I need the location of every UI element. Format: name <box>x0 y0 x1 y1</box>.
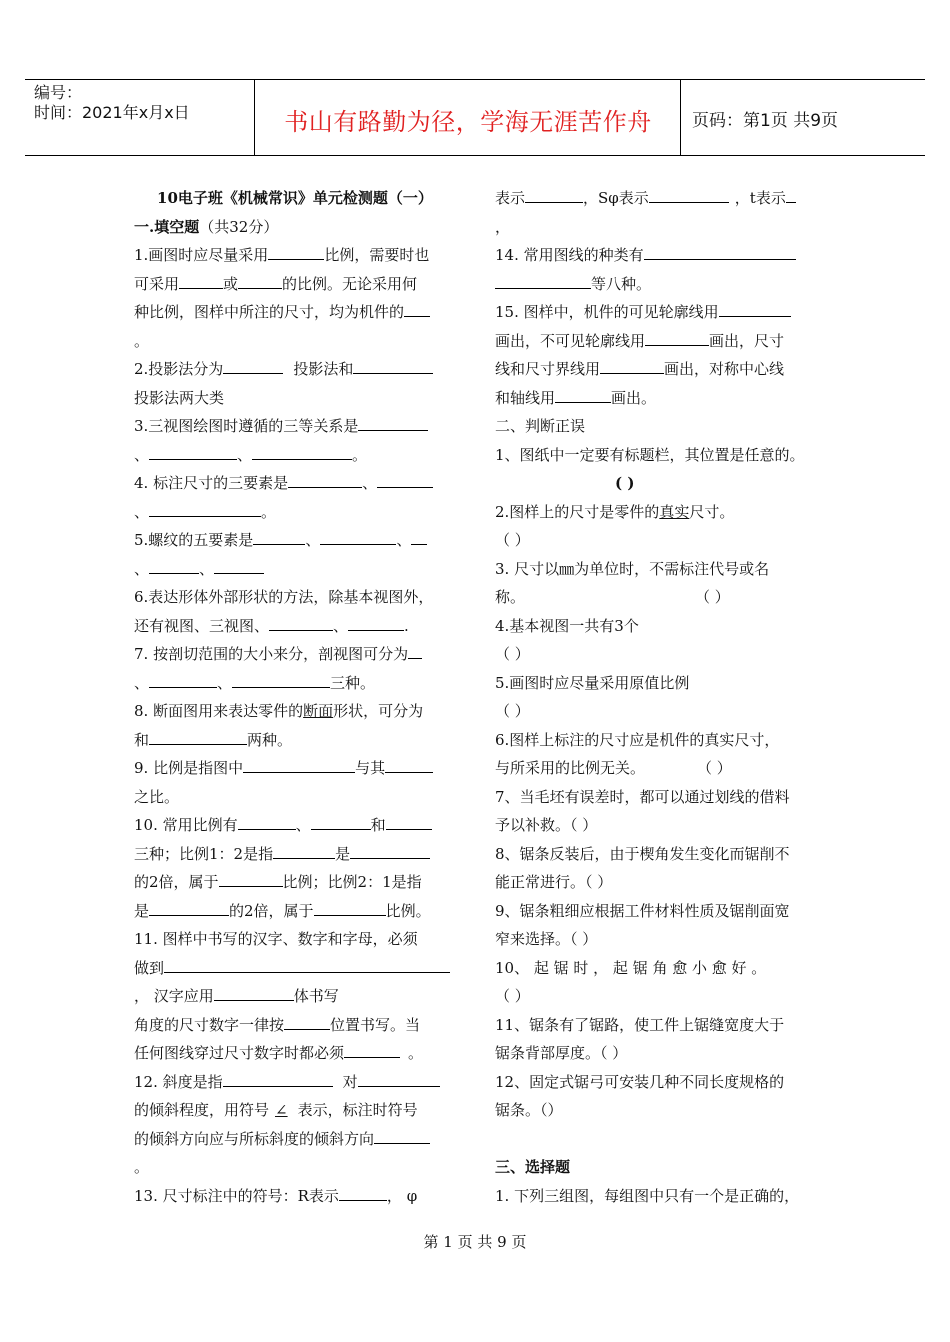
text-fragment: 锯条背部厚度。（ ） <box>495 1044 628 1062</box>
text-fragment: 三种。 <box>330 673 376 692</box>
answer-blank[interactable] <box>149 556 199 574</box>
answer-blank[interactable] <box>214 983 294 1001</box>
text-fragment: 形状，可分为 <box>333 702 424 720</box>
section-fill-in <box>134 213 456 242</box>
q15-line3 <box>495 355 825 384</box>
answer-blank[interactable] <box>411 527 427 545</box>
text-fragment: 等八种。 <box>591 274 652 293</box>
text-fragment: 11、锯条有了锯路，使工件上锯缝宽度大于 <box>495 1015 785 1034</box>
text-fragment: 比例，需要时也 <box>324 246 430 264</box>
q12-line2 <box>134 1096 456 1125</box>
q2-line2 <box>134 384 456 413</box>
q13-line2 <box>495 184 825 213</box>
q1-line4 <box>134 327 456 356</box>
answer-blank[interactable] <box>179 271 223 289</box>
answer-blank[interactable] <box>149 727 247 745</box>
answer-blank[interactable] <box>600 356 664 374</box>
q11-line3 <box>134 982 456 1011</box>
answer-blank[interactable] <box>719 299 791 317</box>
q4-line2 <box>134 498 456 527</box>
q9-line1 <box>134 754 456 783</box>
text-fragment: 、 <box>396 531 412 549</box>
text-fragment: 线和尺寸界线用 <box>495 360 601 378</box>
text-fragment: 1、图纸中一定要有标题栏，其位置是任意的。 <box>495 445 805 464</box>
text-fragment: 予以补救。（ ） <box>495 816 598 834</box>
answer-blank[interactable] <box>214 556 264 574</box>
text-fragment: 1.画图时应尽量采用 <box>134 246 269 264</box>
text-fragment: 2.图样上的尺寸是零件的 <box>495 502 660 521</box>
text-fragment: ，t表示 <box>734 189 786 207</box>
q8-line2 <box>134 726 456 755</box>
text-fragment: ，Sφ表示 <box>583 189 649 207</box>
j10-line1 <box>495 954 825 983</box>
text-fragment: 投影法和 <box>293 360 354 378</box>
serial-label: 编号： <box>34 83 83 102</box>
text-fragment: 、 <box>305 531 321 549</box>
q15-line4 <box>495 384 825 413</box>
text-fragment: 、 <box>217 673 233 692</box>
q11-line5 <box>134 1039 456 1068</box>
text-fragment: 5.画图时应尽量采用原值比例 <box>495 673 690 692</box>
text-fragment: ( ) <box>615 474 635 492</box>
text-fragment: 称。 <box>495 588 526 606</box>
j8-line1 <box>495 840 825 869</box>
text-fragment: 14. 常用图线的种类有 <box>495 246 644 264</box>
header-bottom-rule <box>25 155 925 156</box>
answer-blank[interactable] <box>344 1040 400 1058</box>
q1-line3 <box>134 298 456 327</box>
answer-blank[interactable] <box>645 328 709 346</box>
text-fragment: 任何图线穿过尺寸数字时都必须 <box>134 1044 345 1062</box>
text-fragment: 4. 标注尺寸的三要素是 <box>134 474 289 492</box>
text-fragment: ， 汉字应用 <box>134 987 214 1005</box>
q8-line1 <box>134 697 456 726</box>
answer-blank[interactable] <box>353 356 433 374</box>
answer-blank[interactable] <box>555 385 611 403</box>
text-fragment: 两种。 <box>247 730 293 749</box>
j4-line1 <box>495 612 825 641</box>
answer-blank[interactable] <box>358 413 428 431</box>
q1-line2 <box>134 270 456 299</box>
answer-blank[interactable] <box>269 613 333 631</box>
q13-line3 <box>495 213 825 242</box>
text-fragment: 和 <box>370 816 386 834</box>
blank-spacer <box>495 1125 825 1154</box>
text-fragment: 的比例。无论采用何 <box>282 274 418 293</box>
answer-blank[interactable] <box>238 271 282 289</box>
section-choice: 三、选择题 <box>495 1158 571 1176</box>
text-fragment: （ ） <box>495 645 530 663</box>
j9-line2 <box>495 925 825 954</box>
q14-line2 <box>495 270 825 299</box>
text-fragment: 的倾斜方向应与所标斜度的倾斜方向 <box>134 1129 375 1148</box>
j7-line2 <box>495 811 825 840</box>
text-fragment: 6.图样上标注的尺寸应是机件的真实尺寸， <box>495 730 780 749</box>
text-fragment: 3. 尺寸以㎜为单位时，不需标注代号或名 <box>495 559 770 578</box>
text-fragment: 体书写 <box>293 987 339 1005</box>
answer-blank[interactable] <box>149 442 237 460</box>
text-fragment: 做到 <box>134 958 165 977</box>
text-fragment: 画出，尺寸 <box>709 331 785 350</box>
q10-line3 <box>134 868 456 897</box>
text-fragment: 锯条。（） <box>495 1101 563 1119</box>
q6-line2 <box>134 612 456 641</box>
j3-line1 <box>495 555 825 584</box>
answer-blank[interactable] <box>149 670 217 688</box>
header-divider-right <box>680 79 681 156</box>
text-fragment: 和 <box>134 730 150 749</box>
text-fragment: 窄来选择。（ ） <box>495 930 598 948</box>
answer-blank[interactable] <box>232 670 330 688</box>
answer-blank[interactable] <box>223 356 283 374</box>
text-fragment: （ ） <box>695 588 730 606</box>
text-fragment: 2.投影法分为 <box>134 360 224 378</box>
j11-line1 <box>495 1011 825 1040</box>
doc-title: 10电子班《机械常识》单元检测题（一） <box>157 189 433 207</box>
answer-blank[interactable] <box>358 1069 440 1087</box>
text-fragment: 比例；比例2：1是指 <box>282 873 422 891</box>
answer-blank[interactable] <box>339 1183 387 1201</box>
q11-line4 <box>134 1011 456 1040</box>
answer-blank[interactable] <box>374 1126 430 1144</box>
text-fragment: （ ） <box>495 531 530 549</box>
text-fragment: 11. 图样中书写的汉字、数字和字母，必须 <box>134 930 418 948</box>
section-judgement: 二、判断正误 <box>495 417 586 435</box>
q12-line1 <box>134 1068 456 1097</box>
q9-line2 <box>134 783 456 812</box>
q4-line1 <box>134 469 456 498</box>
header-motto: 书山有路勤为径，学海无涯苦作舟 <box>284 108 652 136</box>
text-fragment: 是 <box>335 844 351 863</box>
q3-line2 <box>134 441 456 470</box>
text-fragment: 5.螺纹的五要素是 <box>134 531 254 549</box>
answer-blank[interactable] <box>223 1069 333 1087</box>
text-fragment: 9、锯条粗细应根据工件材料性质及锯削面宽 <box>495 901 790 920</box>
answer-blank[interactable] <box>525 185 583 203</box>
answer-blank[interactable] <box>243 755 355 773</box>
text-fragment: 的倾斜程度，用符号 <box>134 1101 270 1119</box>
j9-line1 <box>495 897 825 926</box>
text-fragment: 12. 斜度是指 <box>134 1072 223 1091</box>
q6-line1 <box>134 583 456 612</box>
q5-line2 <box>134 555 456 584</box>
q13-line1 <box>134 1182 456 1211</box>
text-fragment: 尺寸。 <box>689 502 735 521</box>
q10-line4 <box>134 897 456 926</box>
answer-blank[interactable] <box>385 755 433 773</box>
text-fragment: 角度的尺寸数字一律按 <box>134 1015 285 1034</box>
answer-blank[interactable] <box>268 242 324 260</box>
text-fragment: 是 <box>134 901 150 920</box>
j8-line2 <box>495 868 825 897</box>
text-fragment: 能正常进行。（ ） <box>495 873 613 891</box>
text-fragment: 、 <box>199 559 215 578</box>
answer-blank[interactable] <box>311 812 371 830</box>
text-fragment: 、 <box>134 445 150 464</box>
answer-blank[interactable] <box>408 641 422 659</box>
header-page-info: 页码：第1页 共9页 <box>692 111 839 131</box>
text-fragment: 还有视图、三视图、 <box>134 616 270 635</box>
text-fragment: 。 <box>261 502 277 521</box>
j2-line1 <box>495 498 825 527</box>
left-column <box>134 184 456 1210</box>
answer-blank[interactable] <box>320 527 396 545</box>
j5-line1 <box>495 669 825 698</box>
text-fragment: ， φ <box>386 1186 418 1205</box>
answer-blank[interactable] <box>377 470 433 488</box>
answer-blank[interactable] <box>273 841 335 859</box>
j12-line2 <box>495 1096 825 1125</box>
text-fragment: 13. 尺寸标注中的符号：R表示 <box>134 1186 339 1205</box>
answer-blank[interactable] <box>786 185 796 203</box>
answer-blank[interactable] <box>164 955 450 973</box>
text-fragment: 8、锯条反装后，由于楔角发生变化而锯削不 <box>495 844 790 863</box>
text-fragment: . <box>404 616 409 635</box>
q12-line4 <box>134 1153 456 1182</box>
text-fragment: （ ） <box>697 759 732 777</box>
text-fragment: 6.表达形体外部形状的方法，除基本视图外， <box>134 588 434 606</box>
answer-blank[interactable] <box>495 271 591 289</box>
text-fragment: 。 <box>408 1044 424 1062</box>
text-fragment: ， <box>495 217 511 236</box>
q14-line1 <box>495 241 825 270</box>
text-fragment: 和轴线用 <box>495 388 556 407</box>
q3-line1 <box>134 412 456 441</box>
q10-line1 <box>134 811 456 840</box>
answer-blank[interactable] <box>252 442 352 460</box>
answer-blank[interactable] <box>284 1012 330 1030</box>
q11-line2 <box>134 954 456 983</box>
text-fragment: 7、当毛坯有误差时，都可以通过划线的借料 <box>495 787 790 806</box>
text-fragment: 比例。 <box>385 901 431 920</box>
text-fragment: 的2倍，属于 <box>229 901 314 920</box>
text-fragment: 3.三视图绘图时遵循的三等关系是 <box>134 417 359 435</box>
answer-blank[interactable] <box>644 242 796 260</box>
header-top-rule <box>25 79 925 80</box>
answer-blank[interactable] <box>149 898 229 916</box>
text-fragment: 与其 <box>355 759 386 777</box>
text-fragment: 8. 断面图用来表达零件的 <box>134 702 304 720</box>
text-fragment: 4.基本视图一共有3个 <box>495 616 639 635</box>
j1-line2 <box>495 469 825 498</box>
answer-blank[interactable] <box>314 898 386 916</box>
text-fragment: 、 <box>134 502 150 521</box>
text-fragment: 三种；比例1：2是指 <box>134 844 274 863</box>
j1-line1 <box>495 441 825 470</box>
q15-line2 <box>495 327 825 356</box>
j6-line1 <box>495 726 825 755</box>
text-fragment: 投影法两大类 <box>134 388 225 407</box>
text-fragment: 断面 <box>303 702 334 720</box>
text-fragment: 一.填空题 <box>134 217 200 236</box>
text-fragment: 之比。 <box>134 787 180 806</box>
q10-line2 <box>134 840 456 869</box>
text-fragment: 种比例，图样中所注的尺寸，均为机件的 <box>134 303 405 321</box>
c1-line1: 1. 下列三组图，每组图中只有一个是正确的， <box>495 1186 800 1205</box>
answer-blank[interactable] <box>238 812 296 830</box>
slope-symbol-icon: ∠ <box>275 1101 288 1119</box>
time-label: 时间：2021年x月x日 <box>34 103 190 122</box>
text-fragment: 、 <box>134 673 150 692</box>
answer-blank[interactable] <box>348 613 404 631</box>
text-fragment: 画出，对称中心线 <box>664 360 785 378</box>
text-fragment: （ ） <box>495 702 530 720</box>
text-fragment: 表示 <box>495 189 526 207</box>
answer-blank[interactable] <box>386 812 432 830</box>
text-fragment: 9. 比例是指图中 <box>134 759 244 777</box>
text-fragment: 与所采用的比例无关。 <box>495 759 646 777</box>
j7-line1 <box>495 783 825 812</box>
text-fragment: （共32分） <box>199 217 279 236</box>
text-fragment: 、 <box>134 559 150 578</box>
text-fragment: 、 <box>237 445 253 464</box>
text-fragment: 的2倍，属于 <box>134 873 219 891</box>
text-fragment: 真实 <box>659 502 690 521</box>
q15-line1 <box>495 298 825 327</box>
answer-blank[interactable] <box>253 527 305 545</box>
q1-line1 <box>134 241 456 270</box>
answer-blank[interactable] <box>649 185 729 203</box>
j6-line2 <box>495 754 825 783</box>
answer-blank[interactable] <box>149 499 261 517</box>
text-fragment: 。 <box>134 1158 150 1176</box>
text-fragment: 。 <box>352 445 368 464</box>
text-fragment: 位置书写。当 <box>330 1015 421 1034</box>
text-fragment: 12、固定式锯弓可安装几种不同长度规格的 <box>495 1072 785 1091</box>
j5-line2 <box>495 697 825 726</box>
j3-line2 <box>495 583 825 612</box>
j12-line1 <box>495 1068 825 1097</box>
q2-line1 <box>134 355 456 384</box>
page-footer: 第 1 页 共 9 页 <box>423 1233 527 1251</box>
text-fragment: 7. 按剖切范围的大小来分，剖视图可分为 <box>134 645 409 663</box>
header-divider-left <box>254 79 255 156</box>
j10-line2 <box>495 982 825 1011</box>
text-fragment: 画出，不可见轮廓线用 <box>495 331 646 350</box>
text-fragment: 、 <box>295 816 311 834</box>
q11-line1 <box>134 925 456 954</box>
text-fragment: 或 <box>223 274 239 293</box>
text-fragment: 画出。 <box>611 388 657 407</box>
answer-blank[interactable] <box>404 299 430 317</box>
j11-line2 <box>495 1039 825 1068</box>
text-fragment: 、 <box>362 474 378 492</box>
text-fragment: 、 <box>333 616 349 635</box>
header-meta <box>34 83 190 123</box>
answer-blank[interactable] <box>219 869 283 887</box>
q12-line3 <box>134 1125 456 1154</box>
text-fragment: 对 <box>342 1072 358 1091</box>
text-fragment: 。 <box>134 331 150 350</box>
j4-line2 <box>495 640 825 669</box>
text-fragment: 10. 常用比例有 <box>134 816 238 834</box>
q5-line1 <box>134 526 456 555</box>
right-column <box>495 184 825 1210</box>
text-fragment: 表示，标注时符号 <box>297 1101 418 1119</box>
j2-line2 <box>495 526 825 555</box>
text-fragment: （ ） <box>495 987 530 1005</box>
text-fragment: 可采用 <box>134 274 180 293</box>
text-fragment: 10、 起 锯 时 ， 起 锯 角 愈 小 愈 好 。 <box>495 958 767 977</box>
q7-line2 <box>134 669 456 698</box>
q7-line1 <box>134 640 456 669</box>
answer-blank[interactable] <box>350 841 430 859</box>
answer-blank[interactable] <box>288 470 362 488</box>
text-fragment: 15. 图样中，机件的可见轮廓线用 <box>495 303 719 321</box>
